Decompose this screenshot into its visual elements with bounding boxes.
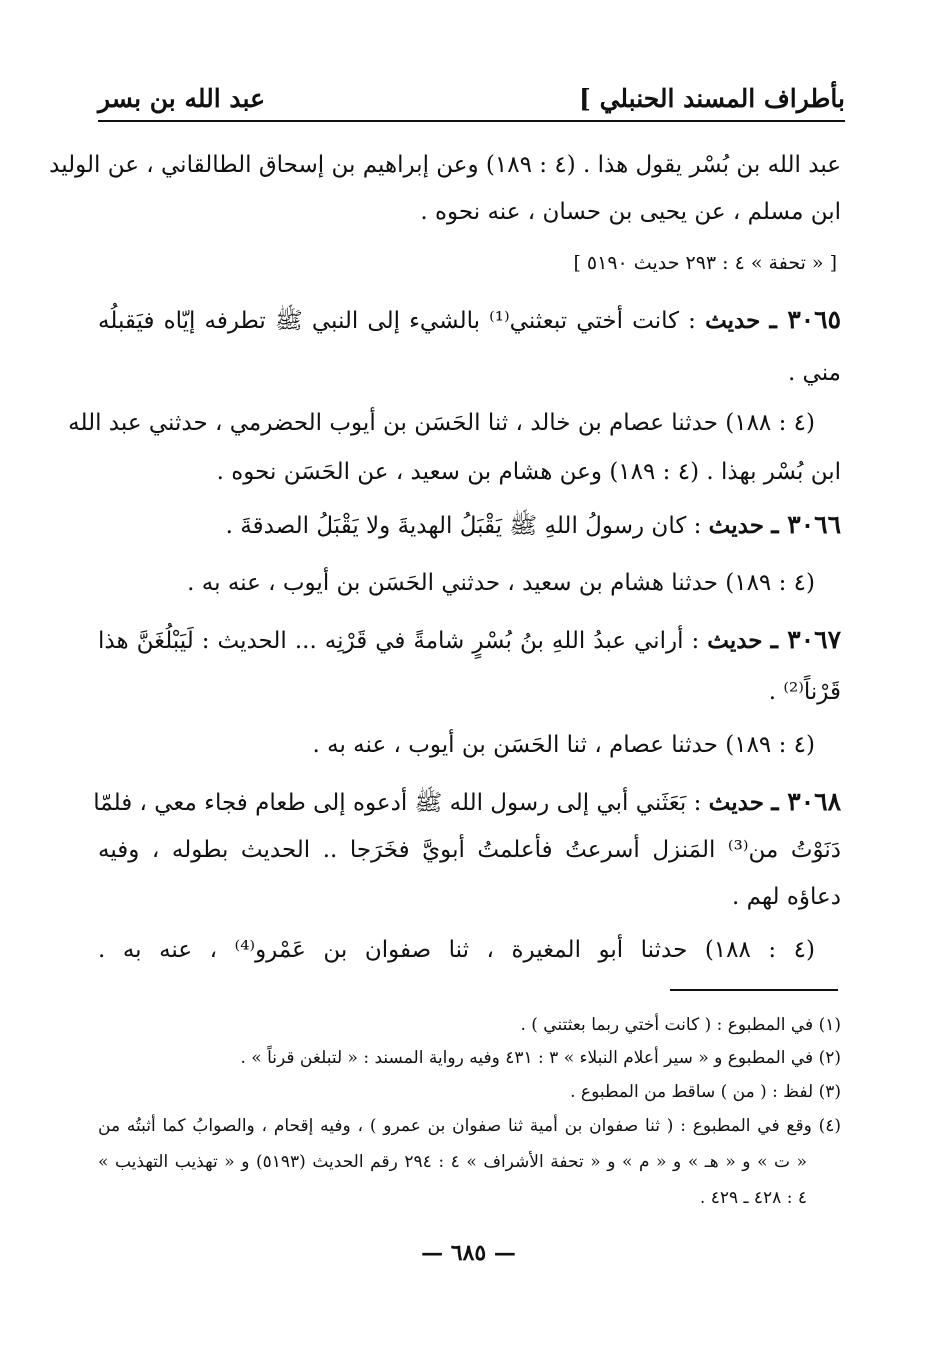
text-line: مني . <box>787 360 841 386</box>
footnote-3: (٣) لفظ : ( من ) ساقط من المطبوع . <box>570 1082 841 1102</box>
sanad-line: (٤ : ١٨٨) حدثنا أبو المغيرة ، ثنا صفوان بن عَمْرو⁽⁴⁾ ، عنه به . <box>98 937 815 963</box>
text-line: قَرْناً⁽²⁾ . <box>768 679 841 705</box>
running-header <box>98 78 845 118</box>
hadith-text: : أراني عبدُ اللهِ بنُ بُسْرٍ شامةً في قَرْنِه ... الحديث : لَيَبْلُغَنَّ هذا <box>98 628 708 654</box>
hadith-text: : كانت أختي تبعثني⁽¹⁾ بالشيء إلى النبي ﷺ تطرفه إيّاه فيَقبلُه <box>98 308 706 334</box>
hadith-keyword: حديث <box>708 789 764 816</box>
footnote-4-cont: « ت » و « هـ » و « م » و « تحفة الأشراف » ٤ : ٢٩٤ رقم الحديث (٥١٩٣) و « تهذيب التهذيب » <box>98 1152 808 1172</box>
text-line: دعاؤه لهم . <box>732 884 841 910</box>
hadith-3065 <box>98 305 841 336</box>
text-line: ابن مسلم ، عن يحيى بن حسان ، عنه نحوه . <box>420 199 841 225</box>
text-line: عبد الله بن بُسْر يقول هذا . (٤ : ١٨٩) وعن إبراهيم بن إسحاق الطالقاني ، عن الوليد <box>49 152 841 178</box>
sanad-line: (٤ : ١٨٨) حدثنا عصام بن خالد ، ثنا الحَسَن بن أيوب الحضرمي ، حدثني عبد الله <box>68 410 815 436</box>
hadith-text: : بَعَثَني أبي إلى رسول الله ﷺ أدعوه إلى طعام فجاء معي ، فلمّا <box>93 790 709 816</box>
page-number: — ٦٨٥ — <box>421 1240 516 1266</box>
hadith-3068 <box>93 787 841 818</box>
book-title: بأطراف المسند الحنبلي ] <box>579 84 845 113</box>
footnote-4-cont: ٤ : ٤٢٨ ـ ٤٢٩ . <box>699 1188 807 1208</box>
sanad-line: (٤ : ١٨٩) حدثنا عصام ، ثنا الحَسَن بن أيوب ، عنه به . <box>312 732 815 758</box>
footnote-1: (١) في المطبوع : ( كانت أختي ربما بعثتني ) . <box>520 1015 841 1035</box>
hadith-3067 <box>98 625 841 656</box>
sanad-line: (٤ : ١٨٩) حدثنا هشام بن سعيد ، حدثني الحَسَن بن أيوب ، عنه به . <box>187 570 815 596</box>
hadith-3066 <box>98 510 841 541</box>
text-line: ابن بُسْر بهذا . (٤ : ١٨٩) وعن هشام بن سعيد ، عن الحَسَن نحوه . <box>216 459 841 485</box>
reference-bracket: [ « تحفة » ٤ : ٢٩٣ حديث ٥١٩٠ ] <box>573 252 837 274</box>
section-title: عبد الله بن بسر <box>98 84 265 113</box>
footnote-rule <box>670 989 838 991</box>
hadith-number: ٣٠٦٥ ـ <box>769 305 842 334</box>
hadith-number: ٣٠٦٦ ـ <box>771 510 841 539</box>
hadith-text: : كان رسولُ اللهِ ﷺ يَقْبَلُ الهديةَ ولا يَقْبَلُ الصدقةَ . <box>225 513 709 539</box>
hadith-number: ٣٠٦٧ ـ <box>770 625 842 654</box>
hadith-keyword: حديث <box>708 512 764 539</box>
hadith-keyword: حديث <box>705 307 761 334</box>
header-rule <box>98 120 845 122</box>
footnote-2: (٢) في المطبوع و « سير أعلام النبلاء » ٣ : ٤٣١ وفيه رواية المسند : « لتبلغن قرناً » . <box>240 1048 841 1068</box>
footnote-4: (٤) وقع في المطبوع : ( ثنا صفوان بن أمية ثنا صفوان بن عمرو ) ، وفيه إقحام ، والصوابُ كما أثبتُه من <box>98 1116 841 1136</box>
text-line: دَنَوْتُ من⁽³⁾ المَنزل أسرعتُ فأعلمتُ أبويَّ فخَرَجا .. الحديث بطوله ، وفيه <box>98 837 842 863</box>
hadith-keyword: حديث <box>707 627 763 654</box>
hadith-number: ٣٠٦٨ ـ <box>771 787 841 816</box>
